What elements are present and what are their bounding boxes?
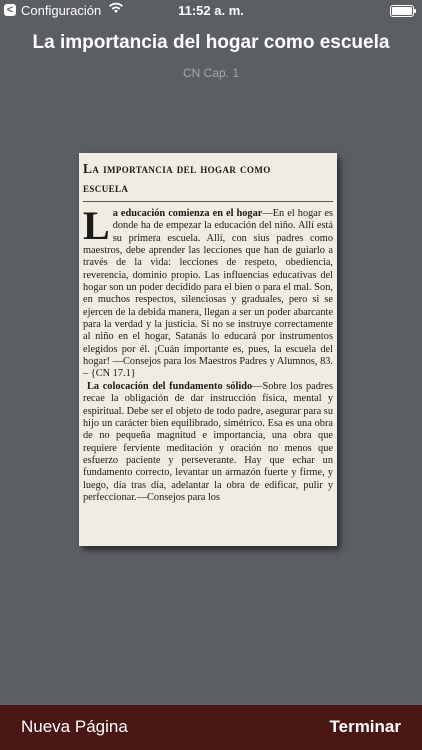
document-heading-line2: escuela <box>83 180 129 195</box>
finish-button[interactable]: Terminar <box>329 717 401 736</box>
paragraph-2-text: —Sobre los padres recae la obligación de dar instrucción física, mental y espiritual. Debe ser el objeto de todo padre, asegurar para su hijo un carácter bien equilibrado, simétrico. Esa es una obra de no pequeña magnitud e importancia, una obra que requiere ferviente meditación y oración no menos que esfuerzo paciente y perseverante. Hay que echar un fundamento correcto, levantar un armazón fuerte y firme, y luego, día tras día, adelantar la obra de edificar, pulir y perfeccionar.—Consejos para los <box>83 380 333 503</box>
scanned-page-image <box>79 153 337 546</box>
paragraph-1-lead: a educación comienza en el hogar <box>112 208 263 219</box>
heading-divider <box>83 201 333 202</box>
page-bottom-fade <box>79 532 337 546</box>
page-subtitle: CN Cap. 1 <box>182 66 240 80</box>
document-heading-line1: La importancia del hogar como <box>83 161 271 176</box>
back-to-app-label[interactable]: Configuración <box>21 3 102 18</box>
battery-icon <box>390 5 414 17</box>
new-page-button[interactable]: Nueva Página <box>21 717 128 736</box>
status-time: 11:52 a. m. <box>178 3 244 18</box>
back-chevron-icon[interactable]: < <box>4 4 16 16</box>
bottom-toolbar <box>0 705 422 750</box>
document-body <box>83 203 333 504</box>
status-bar <box>0 0 422 22</box>
paragraph-1-text: —En el hogar es donde ha de empezar la educación del niño. Allí está su primera escuela. Allí, con sius padres como maestros, debe aprender las lecciones que han de guiarlo a través de la vida: lecciones de respeto, obediencia, reverencia, dominio propio. Las influencias educativas del hogar son un poder decidido para el bien o para el mal. Son, en muchos respectos, silenciosas y graduales, pero si se ejercen de la debida manera, llegan a ser un poder abarcante para la verdad y la justicia. Si no se instruye correctamente al niño en el hogar, Satanás lo educará por instrumentos elegidos por él. ¡Cuán importante es, pues, la escuela del hogar! —Consejos para los Maestros Padres y Alumnos, 83. – {CN 17.1} <box>83 208 333 380</box>
page-title: La importancia del hogar como escuela <box>32 32 390 53</box>
drop-cap: L <box>83 203 110 248</box>
document-heading <box>83 159 333 197</box>
paragraph-2 <box>83 381 333 504</box>
paragraph-2-lead: La colocación del fundamento sólido <box>87 380 253 392</box>
paragraph-1 <box>83 203 333 381</box>
